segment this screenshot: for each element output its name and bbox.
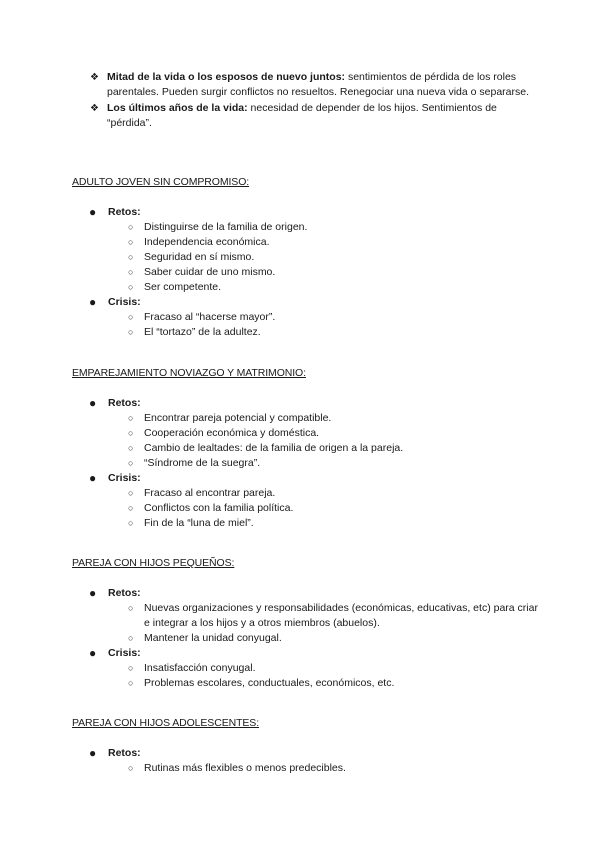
- list-item: [72, 220, 542, 235]
- list-item: [72, 426, 542, 441]
- crisis-group: [72, 471, 542, 531]
- list-item: [72, 310, 542, 325]
- circle-bullet-icon: ○: [128, 327, 134, 337]
- list-item: [72, 761, 542, 776]
- circle-bullet-icon: ○: [128, 763, 134, 773]
- bullet-icon: ●: [89, 586, 97, 600]
- list-item: [72, 265, 542, 280]
- retos-heading: [72, 746, 542, 761]
- intro-item-label: Los últimos años de la vida:: [107, 102, 248, 114]
- list-item: [72, 631, 542, 646]
- bullet-icon: ●: [89, 205, 97, 219]
- list-item-text: Fin de la “luna de miel”.: [144, 517, 254, 529]
- list-item: [72, 280, 542, 295]
- intro-item: [90, 101, 540, 131]
- crisis-heading: [72, 646, 542, 661]
- bullet-icon: ●: [89, 295, 97, 309]
- list-item: [72, 250, 542, 265]
- circle-bullet-icon: ○: [128, 443, 134, 453]
- list-item: [72, 486, 542, 501]
- section-adulto-joven: [72, 175, 542, 340]
- diamond-bullet-icon: ❖: [90, 72, 99, 83]
- section-title: ADULTO JOVEN SIN COMPROMISO:: [72, 176, 250, 188]
- list-item-text: Distinguirse de la familia de origen.: [144, 221, 308, 233]
- retos-heading: [72, 396, 542, 411]
- crisis-heading: [72, 295, 542, 310]
- list-item: [72, 676, 542, 691]
- section-emparejamiento: [72, 366, 542, 531]
- retos-heading: [72, 586, 542, 601]
- list-item: [72, 441, 542, 456]
- list-item-text: Rutinas más flexibles o menos predecibles.: [144, 762, 346, 774]
- list-item: [72, 456, 542, 471]
- section-title: PAREJA CON HIJOS ADOLESCENTES:: [72, 717, 260, 729]
- list-item-text: Cooperación económica y doméstica.: [144, 427, 320, 439]
- circle-bullet-icon: ○: [128, 678, 134, 688]
- list-item-text: Insatisfacción conyugal.: [144, 662, 256, 674]
- intro-item-text: necesidad de depender de los hijos. Sentimientos de “pérdida”.: [107, 102, 497, 129]
- list-item-text: Nuevas organizaciones y responsabilidades (económicas, educativas, etc) para criar e integrar a los hijos y a otros miembros (abuelos).: [144, 602, 538, 629]
- list-item-text: Mantener la unidad conyugal.: [144, 632, 282, 644]
- retos-label: Retos:: [108, 206, 141, 218]
- list-item: [72, 411, 542, 426]
- bullet-icon: ●: [89, 396, 97, 410]
- circle-bullet-icon: ○: [128, 633, 134, 643]
- list-item-text: Saber cuidar de uno mismo.: [144, 266, 276, 278]
- section-hijos-pequenos: [72, 556, 542, 691]
- retos-group: [72, 586, 542, 646]
- bullet-icon: ●: [89, 746, 97, 760]
- list-item: [72, 516, 542, 531]
- circle-bullet-icon: ○: [128, 428, 134, 438]
- list-item: [72, 235, 542, 250]
- retos-group: [72, 396, 542, 471]
- list-item-text: Fracaso al encontrar pareja.: [144, 487, 276, 499]
- crisis-group: [72, 295, 542, 340]
- list-item: [72, 661, 542, 676]
- circle-bullet-icon: ○: [128, 503, 134, 513]
- list-item: [72, 325, 542, 340]
- circle-bullet-icon: ○: [128, 603, 134, 613]
- intro-item: [90, 70, 540, 100]
- crisis-label: Crisis:: [108, 472, 141, 484]
- bullet-icon: ●: [89, 646, 97, 660]
- list-item-text: Encontrar pareja potencial y compatible.: [144, 412, 332, 424]
- list-item-text: Ser competente.: [144, 281, 222, 293]
- circle-bullet-icon: ○: [128, 282, 134, 292]
- retos-heading: [72, 205, 542, 220]
- circle-bullet-icon: ○: [128, 252, 134, 262]
- section-title: PAREJA CON HIJOS PEQUEÑOS:: [72, 557, 235, 569]
- intro-list: [90, 70, 540, 132]
- crisis-group: [72, 646, 542, 691]
- list-item: [72, 501, 542, 516]
- diamond-bullet-icon: ❖: [90, 103, 99, 114]
- retos-label: Retos:: [108, 747, 141, 759]
- list-item-text: Cambio de lealtades: de la familia de origen a la pareja.: [144, 442, 404, 454]
- intro-item-label: Mitad de la vida o los esposos de nuevo juntos:: [107, 71, 346, 83]
- list-item-text: Conflictos con la familia política.: [144, 502, 294, 514]
- crisis-label: Crisis:: [108, 647, 141, 659]
- circle-bullet-icon: ○: [128, 413, 134, 423]
- retos-label: Retos:: [108, 587, 141, 599]
- circle-bullet-icon: ○: [128, 488, 134, 498]
- list-item-text: Independencia económica.: [144, 236, 270, 248]
- circle-bullet-icon: ○: [128, 222, 134, 232]
- crisis-heading: [72, 471, 542, 486]
- circle-bullet-icon: ○: [128, 458, 134, 468]
- retos-group: [72, 746, 542, 776]
- section-hijos-adolescentes: [72, 716, 542, 776]
- circle-bullet-icon: ○: [128, 312, 134, 322]
- list-item-text: Seguridad en sí mismo.: [144, 251, 255, 263]
- intro-item-text: sentimientos de pérdida de los roles parentales. Pueden surgir conflictos no resueltos. Renegociar una nueva vida o separarse.: [107, 71, 530, 98]
- circle-bullet-icon: ○: [128, 518, 134, 528]
- section-title: EMPAREJAMIENTO NOVIAZGO Y MATRIMONIO:: [72, 367, 306, 379]
- circle-bullet-icon: ○: [128, 663, 134, 673]
- retos-label: Retos:: [108, 397, 141, 409]
- list-item-text: “Síndrome de la suegra”.: [144, 457, 261, 469]
- retos-group: [72, 205, 542, 295]
- crisis-label: Crisis:: [108, 296, 141, 308]
- list-item-text: El “tortazo” de la adultez.: [144, 326, 261, 338]
- bullet-icon: ●: [89, 471, 97, 485]
- list-item-text: Problemas escolares, conductuales, económicos, etc.: [144, 677, 395, 689]
- circle-bullet-icon: ○: [128, 267, 134, 277]
- list-item-text: Fracaso al “hacerse mayor”.: [144, 311, 276, 323]
- circle-bullet-icon: ○: [128, 237, 134, 247]
- list-item: [72, 601, 542, 631]
